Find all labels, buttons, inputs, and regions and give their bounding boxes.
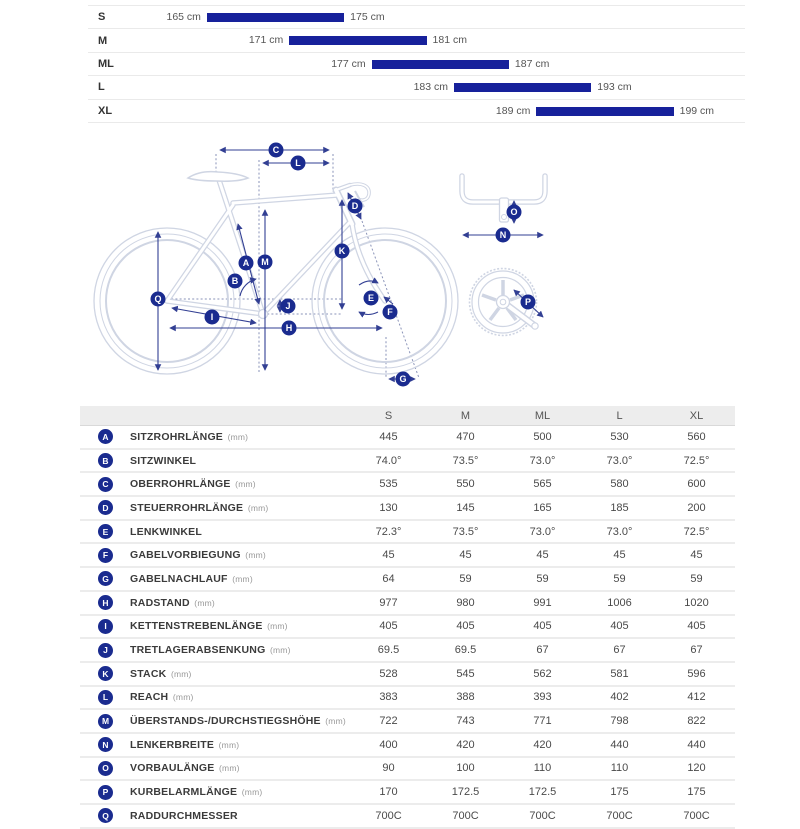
geometry-row-q	[80, 805, 735, 829]
row-badge-b: B	[98, 453, 113, 468]
geometry-value: 45	[536, 549, 549, 562]
geometry-value: 72.3°	[375, 525, 402, 538]
geometry-value: 67	[613, 644, 626, 657]
geometry-value: 67	[690, 644, 703, 657]
row-label: SITZWINKEL	[130, 454, 197, 467]
size-row-ML	[88, 53, 745, 76]
size-bar-track	[152, 53, 745, 75]
geometry-value: 172.5	[451, 786, 480, 799]
geometry-value: 530	[610, 430, 629, 443]
geometry-value: 420	[533, 738, 552, 751]
size-chart-rows	[88, 6, 745, 123]
size-row-XL	[88, 100, 745, 123]
geometry-value: 565	[533, 478, 552, 491]
row-unit: (mm)	[232, 479, 256, 490]
geometry-value: 120	[687, 762, 706, 775]
geometry-value: 535	[379, 478, 398, 491]
geometry-value: 700C	[529, 809, 556, 822]
marker-letter-I: I	[210, 312, 214, 323]
marker-letter-L: L	[295, 158, 301, 169]
row-badge-f: F	[98, 548, 113, 563]
geometry-value: 722	[379, 715, 398, 728]
row-label: KETTENSTREBENLÄNGE (mm)	[130, 620, 288, 633]
geometry-value: 59	[613, 572, 626, 585]
bike-frame	[167, 172, 385, 319]
height-range-bar	[289, 36, 426, 45]
row-unit: (mm)	[216, 739, 240, 750]
geometry-row-l	[80, 687, 735, 711]
size-row-L	[88, 76, 745, 99]
size-label: L	[98, 81, 105, 94]
geometry-value: 73.0°	[529, 525, 556, 538]
marker-letter-F: F	[387, 307, 393, 318]
geometry-value: 59	[459, 572, 472, 585]
geometry-value: 700C	[452, 809, 479, 822]
height-range-bar	[372, 60, 509, 69]
geometry-value: 405	[533, 620, 552, 633]
geometry-value: 550	[456, 478, 475, 491]
geometry-value: 580	[610, 478, 629, 491]
max-height-label: 187 cm	[514, 57, 550, 70]
geometry-row-d	[80, 497, 735, 521]
geometry-value: 72.5°	[683, 454, 710, 467]
geometry-row-a	[80, 426, 735, 450]
geometry-value: 170	[379, 786, 398, 799]
row-label: GABELVORBIEGUNG (mm)	[130, 549, 266, 562]
row-badge-d: D	[98, 500, 113, 515]
geometry-value: 405	[456, 620, 475, 633]
height-range-bar	[536, 107, 673, 116]
geometry-value: 45	[459, 549, 472, 562]
size-label: ML	[98, 57, 114, 70]
geometry-row-f	[80, 544, 735, 568]
geometry-value: 72.5°	[683, 525, 710, 538]
row-badge-i: I	[98, 619, 113, 634]
min-height-label: 177 cm	[331, 57, 366, 70]
geometry-value: 405	[687, 620, 706, 633]
min-height-label: 171 cm	[248, 34, 284, 47]
bike-diagram-svg	[88, 132, 748, 400]
row-badge-k: K	[98, 666, 113, 681]
row-badge-p: P	[98, 785, 113, 800]
row-unit: (mm)	[239, 787, 263, 798]
geometry-value: 445	[379, 430, 398, 443]
geometry-value: 145	[456, 501, 475, 514]
geometry-value: 528	[379, 667, 398, 680]
row-label: STEUERROHRLÄNGE (mm)	[130, 501, 269, 514]
geometry-row-k	[80, 663, 735, 687]
min-height-label: 165 cm	[166, 11, 201, 23]
geometry-value: 73.0°	[606, 454, 633, 467]
geometry-value: 100	[456, 762, 475, 775]
geometry-row-g	[80, 568, 735, 592]
geometry-value: 1020	[684, 596, 709, 609]
marker-letter-D: D	[351, 201, 359, 212]
geometry-value: 562	[533, 667, 552, 680]
row-label: LENKERBREITE (mm)	[130, 738, 240, 751]
geometry-value: 74.0°	[375, 454, 402, 467]
geometry-value: 500	[533, 430, 552, 443]
geometry-value: 440	[610, 738, 629, 751]
geometry-value: 798	[610, 715, 629, 728]
row-unit: (mm)	[168, 668, 192, 679]
geometry-value: 64	[382, 572, 395, 585]
geometry-table-rows	[80, 426, 735, 829]
row-unit: (mm)	[264, 621, 288, 632]
column-header-l: L	[616, 409, 623, 422]
geometry-value: 73.0°	[606, 525, 633, 538]
geometry-value: 69.5	[377, 644, 400, 657]
geometry-value: 383	[379, 691, 398, 704]
size-bar-track	[152, 6, 745, 28]
geometry-value: 412	[687, 691, 706, 704]
size-row-S	[88, 6, 745, 29]
geometry-value: 700C	[606, 809, 633, 822]
geometry-value: 405	[610, 620, 629, 633]
max-height-label: 181 cm	[432, 34, 467, 47]
geometry-table-header	[80, 406, 735, 426]
geometry-row-i	[80, 616, 735, 640]
geometry-value: 73.5°	[452, 454, 479, 467]
row-unit: (mm)	[229, 573, 253, 584]
row-badge-l: L	[98, 690, 113, 705]
geometry-value: 69.5	[454, 644, 477, 657]
geometry-value: 110	[533, 762, 552, 775]
marker-letter-O: O	[510, 207, 518, 218]
row-unit: (mm)	[191, 597, 215, 608]
geometry-value: 59	[536, 572, 549, 585]
row-label: OBERROHRLÄNGE (mm)	[130, 478, 256, 491]
size-label: S	[98, 11, 106, 24]
row-badge-j: J	[98, 643, 113, 658]
row-label: RADDURCHMESSER	[130, 809, 238, 822]
row-unit: (mm)	[242, 550, 266, 561]
row-label: KURBELARMLÄNGE (mm)	[130, 786, 263, 799]
size-row-M	[88, 29, 745, 52]
geometry-value: 700C	[375, 809, 402, 822]
geometry-row-n	[80, 734, 735, 758]
marker-letter-B: B	[231, 276, 239, 287]
geometry-value: 393	[533, 691, 552, 704]
max-height-label: 193 cm	[597, 81, 632, 94]
geometry-value: 175	[610, 786, 629, 799]
geometry-row-b	[80, 450, 735, 474]
geometry-value: 45	[382, 549, 395, 562]
row-unit: (mm)	[216, 763, 240, 774]
row-label: TRETLAGERABSENKUNG (mm)	[130, 644, 291, 657]
geometry-value: 110	[610, 762, 629, 775]
geometry-value: 388	[456, 691, 475, 704]
bottom-bracket	[259, 310, 268, 319]
size-bar-track	[152, 76, 745, 98]
row-unit: (mm)	[267, 645, 291, 656]
marker-letter-G: G	[399, 374, 407, 385]
row-label: GABELNACHLAUF (mm)	[130, 572, 253, 585]
geometry-value: 1006	[607, 596, 632, 609]
geometry-value: 185	[610, 501, 629, 514]
marker-letter-C: C	[272, 145, 280, 156]
size-bar-track	[152, 29, 745, 51]
geometry-row-c	[80, 473, 735, 497]
geometry-value: 771	[533, 715, 552, 728]
handlebar-diagram	[462, 176, 545, 222]
column-header-xl: XL	[689, 409, 704, 422]
geometry-value: 596	[687, 667, 706, 680]
geometry-value: 200	[687, 501, 706, 514]
geometry-row-h	[80, 592, 735, 616]
min-height-label: 183 cm	[413, 81, 448, 94]
geometry-value: 130	[379, 501, 398, 514]
geometry-value: 470	[456, 430, 475, 443]
row-badge-h: H	[98, 595, 113, 610]
row-badge-e: E	[98, 524, 113, 539]
row-unit: (mm)	[170, 692, 194, 703]
geometry-value: 165	[533, 501, 552, 514]
row-label: LENKWINKEL	[130, 525, 202, 538]
geometry-value: 175	[687, 786, 706, 799]
geometry-value: 700C	[683, 809, 710, 822]
marker-letter-Q: Q	[154, 294, 162, 305]
row-unit: (mm)	[245, 502, 269, 513]
geometry-value: 600	[687, 478, 706, 491]
marker-letter-N: N	[499, 230, 507, 241]
geometry-value: 73.5°	[452, 525, 479, 538]
row-label: SITZROHRLÄNGE (mm)	[130, 430, 249, 443]
geometry-row-e	[80, 521, 735, 545]
geometry-value: 45	[690, 549, 703, 562]
geometry-diagram	[88, 132, 748, 405]
row-label: STACK (mm)	[130, 667, 192, 680]
geometry-value: 545	[456, 667, 475, 680]
row-badge-q: Q	[98, 808, 113, 823]
min-height-label: 189 cm	[495, 104, 531, 117]
column-header-s: S	[384, 409, 393, 422]
geometry-value: 405	[379, 620, 398, 633]
row-label: ÜBERSTANDS-/DURCHSTIEGSHÖHE (mm)	[130, 715, 346, 728]
geometry-value: 440	[687, 738, 706, 751]
size-height-chart	[88, 5, 745, 123]
geometry-value: 743	[456, 715, 475, 728]
marker-letter-M: M	[261, 257, 269, 268]
geometry-table	[80, 406, 735, 829]
row-badge-m: M	[98, 714, 113, 729]
marker-letter-P: P	[524, 297, 532, 308]
marker-letter-E: E	[367, 293, 375, 304]
row-badge-g: G	[98, 571, 113, 586]
geometry-value: 59	[690, 572, 703, 585]
row-badge-c: C	[98, 477, 113, 492]
column-header-ml: ML	[534, 409, 551, 422]
height-range-bar	[207, 13, 344, 22]
geometry-value: 560	[687, 430, 706, 443]
row-label: RADSTAND (mm)	[130, 596, 215, 609]
marker-letter-H: H	[285, 323, 293, 334]
row-label: VORBAULÄNGE (mm)	[130, 762, 240, 775]
marker-letter-J: J	[285, 301, 291, 312]
geometry-value: 822	[687, 715, 706, 728]
geometry-value: 991	[533, 596, 552, 609]
size-label: M	[98, 34, 108, 47]
row-unit: (mm)	[225, 431, 249, 442]
geometry-value: 45	[613, 549, 626, 562]
row-badge-a: A	[98, 429, 113, 444]
geometry-row-j	[80, 639, 735, 663]
geometry-value: 90	[382, 762, 395, 775]
geometry-value: 172.5	[528, 786, 557, 799]
column-header-m: M	[460, 409, 471, 422]
max-height-label: 175 cm	[350, 11, 385, 23]
marker-letter-K: K	[338, 246, 346, 257]
geometry-value: 980	[456, 596, 475, 609]
geometry-value: 977	[379, 596, 398, 609]
height-range-bar	[454, 83, 591, 92]
geometry-value: 67	[536, 644, 549, 657]
row-badge-n: N	[98, 737, 113, 752]
row-unit: (mm)	[322, 716, 346, 727]
geometry-row-p	[80, 781, 735, 805]
row-label: REACH (mm)	[130, 691, 194, 704]
size-bar-track	[152, 100, 745, 122]
geometry-value: 402	[610, 691, 629, 704]
marker-letter-A: A	[242, 258, 250, 269]
size-label: XL	[98, 104, 113, 117]
construction-lines	[167, 154, 419, 378]
geometry-value: 581	[610, 667, 629, 680]
geometry-row-m	[80, 710, 735, 734]
geometry-value: 73.0°	[529, 454, 556, 467]
saddle	[188, 172, 248, 182]
geometry-value: 420	[456, 738, 475, 751]
max-height-label: 199 cm	[679, 104, 715, 117]
geometry-row-o	[80, 758, 735, 782]
geometry-value: 400	[379, 738, 398, 751]
row-badge-o: O	[98, 761, 113, 776]
